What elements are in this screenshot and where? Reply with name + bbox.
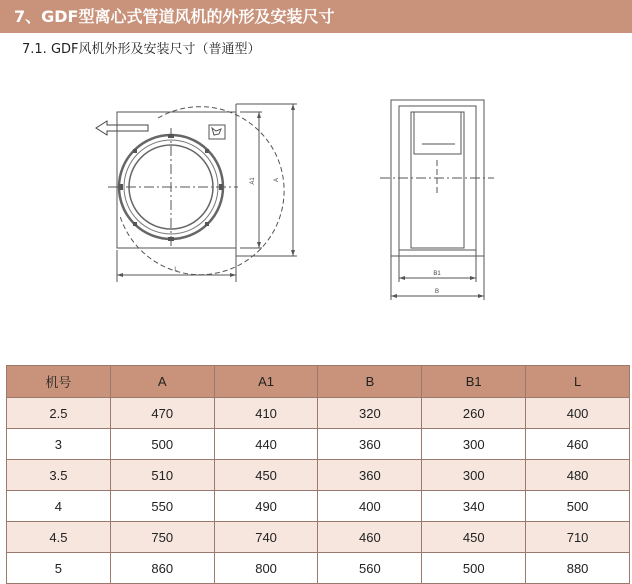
dimension-table: [6, 365, 630, 584]
subsection-title: 7.1. GDF风机外形及安装尺寸（普通型）: [22, 42, 261, 57]
airflow-arrow: [96, 121, 148, 135]
table-cell: 360: [318, 429, 422, 460]
table-cell: 450: [422, 522, 526, 553]
table-cell: 880: [526, 553, 630, 584]
dim-a-label: A: [274, 177, 280, 183]
table-cell: 4: [7, 491, 111, 522]
table-cell: 500: [110, 429, 214, 460]
table-cell: 500: [422, 553, 526, 584]
table-cell: 470: [110, 398, 214, 429]
table-cell: 860: [110, 553, 214, 584]
junction-box-detail: [212, 128, 221, 135]
table-cell: 340: [422, 491, 526, 522]
table-cell: 510: [110, 460, 214, 491]
table-cell: 300: [422, 429, 526, 460]
table-row: [7, 398, 630, 429]
table-cell: 3: [7, 429, 111, 460]
table-cell: 410: [214, 398, 318, 429]
table-cell: 3.5: [7, 460, 111, 491]
header-l: L: [526, 366, 630, 398]
section-title: 7、GDF型离心式管道风机的外形及安装尺寸: [14, 7, 335, 26]
table-cell: 360: [318, 460, 422, 491]
dim-l-label: L: [174, 267, 178, 273]
front-dim-arrows: [117, 104, 295, 277]
table-row: [7, 491, 630, 522]
table-cell: 320: [318, 398, 422, 429]
table-row: [7, 460, 630, 491]
side-view: [380, 100, 494, 300]
table-cell: 710: [526, 522, 630, 553]
header-a1: A1: [214, 366, 318, 398]
table-cell: 400: [526, 398, 630, 429]
table-cell: 2.5: [7, 398, 111, 429]
header-b1: B1: [422, 366, 526, 398]
header-a: A: [110, 366, 214, 398]
header-b: B: [318, 366, 422, 398]
table-cell: 500: [526, 491, 630, 522]
table-cell: 490: [214, 491, 318, 522]
table-cell: 450: [214, 460, 318, 491]
table-cell: 5: [7, 553, 111, 584]
dimension-table-wrap: [6, 365, 630, 584]
table-cell: 400: [318, 491, 422, 522]
table-cell: 740: [214, 522, 318, 553]
table-cell: 260: [422, 398, 526, 429]
table-cell: 4.5: [7, 522, 111, 553]
table-cell: 800: [214, 553, 318, 584]
table-cell: 460: [318, 522, 422, 553]
table-cell: 300: [422, 460, 526, 491]
table-cell: 550: [110, 491, 214, 522]
dim-b-label: B: [434, 289, 440, 295]
table-cell: 440: [214, 429, 318, 460]
table-cell: 560: [318, 553, 422, 584]
table-header-row: [7, 366, 630, 398]
table-row: [7, 429, 630, 460]
front-housing-outline: [117, 112, 236, 248]
dim-a1-label: A1: [250, 177, 256, 185]
table-cell: 460: [526, 429, 630, 460]
table-row: [7, 522, 630, 553]
table-row: [7, 553, 630, 584]
motor-box: [414, 112, 461, 154]
table-cell: 750: [110, 522, 214, 553]
table-cell: 480: [526, 460, 630, 491]
front-view: [96, 104, 297, 282]
dim-b1-label: B1: [433, 271, 441, 277]
header-model: 机号: [7, 366, 111, 398]
